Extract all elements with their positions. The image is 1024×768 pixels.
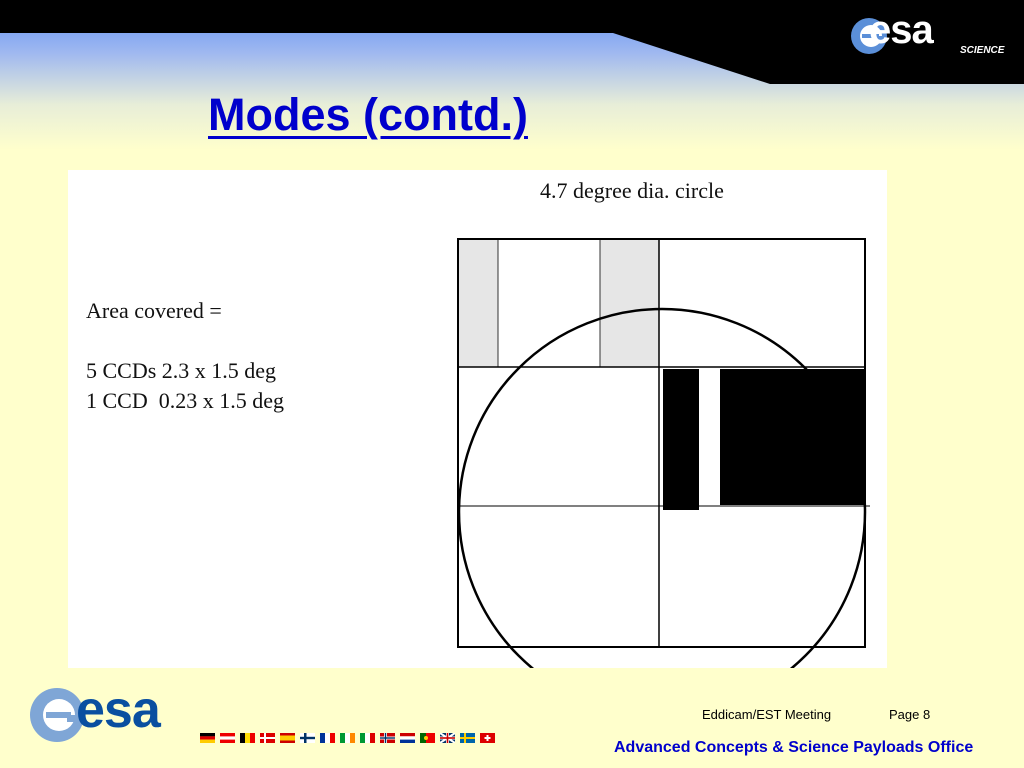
esa-wordmark: esa (869, 8, 933, 52)
denmark-flag-icon (260, 733, 275, 743)
ccd-line-2: 1 CCD 0.23 x 1.5 deg (86, 388, 284, 413)
netherlands-flag-icon (400, 733, 415, 743)
ireland-flag-icon (340, 733, 355, 743)
finland-flag-icon (300, 733, 315, 743)
footer-office: Advanced Concepts & Science Payloads Office (614, 739, 974, 756)
esa-wordmark-footer: esa (76, 681, 160, 739)
germany-flag-icon (200, 733, 215, 743)
ccd-strip-grey-2 (600, 239, 659, 367)
slide-title: Modes (contd.) (208, 89, 528, 140)
belgium-flag-icon (240, 733, 255, 743)
portugal-flag-icon (420, 733, 435, 743)
footer-meeting: Eddicam/EST Meeting (702, 707, 832, 722)
esa-footer-logo (28, 682, 218, 750)
circle-label: 4.7 degree dia. circle (540, 178, 724, 203)
ccd-block-black-large (720, 369, 865, 505)
switzerland-flag-icon (480, 733, 495, 743)
norway-flag-icon (380, 733, 395, 743)
austria-flag-icon (220, 733, 235, 743)
uk-flag-icon (440, 733, 455, 743)
ccd-strip-grey-1 (458, 239, 498, 367)
france-flag-icon (320, 733, 335, 743)
ccd-line-1: 5 CCDs 2.3 x 1.5 deg (86, 358, 277, 383)
spain-flag-icon (280, 733, 295, 743)
footer-page-number: Page 8 (889, 707, 931, 722)
science-subtitle: SCIENCE (960, 45, 1005, 56)
ccd-coverage-diagram (68, 170, 887, 668)
ccd-block-black-small (663, 369, 699, 510)
member-flags (200, 733, 495, 745)
sweden-flag-icon (460, 733, 475, 743)
area-heading: Area covered = (86, 298, 222, 323)
italy-flag-icon (360, 733, 375, 743)
esa-science-logo (843, 8, 1013, 64)
